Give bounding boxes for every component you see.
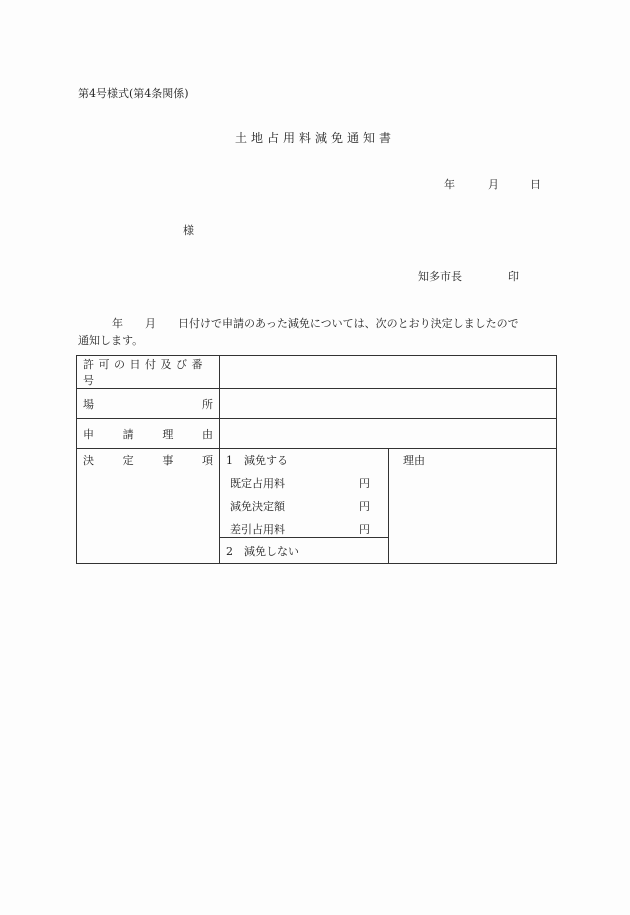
date-year: 年 — [444, 178, 455, 191]
label-char: 所 — [202, 397, 213, 411]
document-title: 土地占用料減免通知書 — [234, 131, 395, 145]
option-no-reduce: 2 減免しない — [220, 537, 388, 559]
label-text: 許可の日付及び番号 — [83, 358, 207, 387]
label-char: 定 — [122, 454, 134, 467]
table-row — [77, 419, 557, 449]
label-char: 事 — [162, 454, 174, 467]
body-text-line-1: 年 月 日付けで申請のあった減免については、次のとおり決定しましたので — [112, 317, 519, 330]
decision-options — [220, 449, 389, 563]
issuer-name: 知多市長 — [418, 270, 462, 283]
issuer-line — [418, 268, 519, 284]
permit-date-number-value[interactable] — [220, 356, 557, 389]
decision-label — [77, 449, 220, 564]
decision-inner-table — [220, 449, 556, 563]
net-fee-row — [220, 521, 388, 537]
reduction-amount-row — [220, 498, 388, 514]
table-row — [77, 389, 557, 419]
yen-unit: 円 — [359, 477, 370, 490]
body-text-line-2: 通知します。 — [78, 334, 144, 347]
table-row — [77, 356, 557, 389]
date-month: 月 — [488, 178, 499, 191]
label-char: 理 — [162, 427, 174, 441]
existing-fee-row — [220, 475, 388, 491]
decision-table — [76, 355, 557, 564]
label-char: 申 — [83, 427, 94, 441]
addressee-suffix: 様 — [183, 224, 194, 237]
existing-fee-label: 既定占用料 — [230, 477, 285, 490]
permit-date-number-label — [77, 356, 220, 389]
form-reference: 第4号様式(第4条関係) — [78, 87, 189, 100]
seal-mark: 印 — [508, 270, 519, 283]
reason-cell[interactable] — [389, 449, 557, 563]
net-fee-label: 差引占用料 — [230, 523, 285, 536]
decision-content — [220, 449, 557, 564]
label-char: 請 — [122, 427, 134, 441]
yen-unit: 円 — [359, 523, 370, 536]
yen-unit: 円 — [359, 500, 370, 513]
label-char: 場 — [83, 397, 94, 411]
label-char: 決 — [83, 454, 94, 467]
reason-label: 理由 — [403, 454, 425, 467]
location-label — [77, 389, 220, 419]
table-row — [77, 449, 557, 564]
date-line — [444, 176, 541, 192]
reduction-amount-label: 減免決定額 — [230, 500, 285, 513]
label-char: 由 — [201, 427, 213, 441]
application-reason-label — [77, 419, 220, 449]
application-reason-value[interactable] — [220, 419, 557, 449]
label-char: 項 — [201, 454, 213, 467]
location-value[interactable] — [220, 389, 557, 419]
date-day: 日 — [530, 178, 541, 191]
option-reduce: 1 減免する — [226, 454, 288, 467]
label-spread — [83, 356, 213, 388]
